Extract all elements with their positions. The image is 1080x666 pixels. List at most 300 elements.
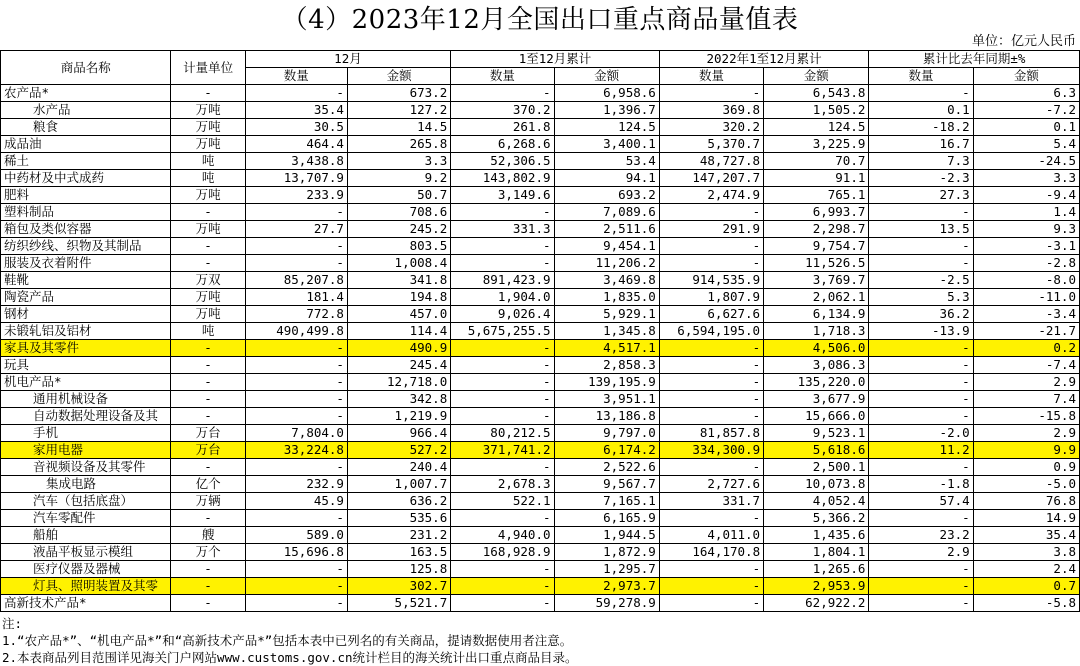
row-amount: -9.4 xyxy=(973,187,1079,204)
row-qty: - xyxy=(869,204,973,221)
row-amount: 265.8 xyxy=(347,136,450,153)
row-unit: - xyxy=(171,204,245,221)
row-qty: 11.2 xyxy=(869,442,973,459)
row-amount: 693.2 xyxy=(554,187,659,204)
row-qty: 13,707.9 xyxy=(245,170,347,187)
row-qty: 4,940.0 xyxy=(451,527,554,544)
header-group-dec: 12月 xyxy=(245,51,451,68)
row-qty: 164,170.8 xyxy=(659,544,763,561)
row-amount: -8.0 xyxy=(973,272,1079,289)
note-2: 2.本表商品列目范围详见海关门户网站www.customs.gov.cn统计栏目的海关统计出口重点商品目录。 xyxy=(2,650,578,665)
table-row xyxy=(1,425,1080,442)
row-amount: -3.4 xyxy=(973,306,1079,323)
row-qty: 331.7 xyxy=(659,493,763,510)
table-row xyxy=(1,204,1080,221)
row-qty: 370.2 xyxy=(451,102,554,119)
row-qty: - xyxy=(869,357,973,374)
row-amount: 3,677.9 xyxy=(764,391,869,408)
row-qty: - xyxy=(245,357,347,374)
row-amount: -5.0 xyxy=(973,476,1079,493)
row-amount: 341.8 xyxy=(347,272,450,289)
row-amount: 5,929.1 xyxy=(554,306,659,323)
row-amount: 11,526.5 xyxy=(764,255,869,272)
row-amount: -15.8 xyxy=(973,408,1079,425)
row-amount: 53.4 xyxy=(554,153,659,170)
footnotes xyxy=(2,615,578,666)
row-amount: 9,523.1 xyxy=(764,425,869,442)
row-name: 鞋靴 xyxy=(1,272,171,289)
row-unit: 万吨 xyxy=(171,221,245,238)
row-qty: - xyxy=(869,374,973,391)
row-qty: - xyxy=(869,340,973,357)
row-qty: 5,675,255.5 xyxy=(451,323,554,340)
row-unit: - xyxy=(171,391,245,408)
row-name: 箱包及类似容器 xyxy=(1,221,171,238)
row-amount: 114.4 xyxy=(347,323,450,340)
row-amount: 12,718.0 xyxy=(347,374,450,391)
row-qty: 334,300.9 xyxy=(659,442,763,459)
row-qty: -1.8 xyxy=(869,476,973,493)
row-qty: -2.3 xyxy=(869,170,973,187)
row-qty: - xyxy=(659,85,763,102)
table-row xyxy=(1,578,1080,595)
row-amount: 35.4 xyxy=(973,527,1079,544)
row-qty: 143,802.9 xyxy=(451,170,554,187)
row-qty: 0.1 xyxy=(869,102,973,119)
row-amount: -7.4 xyxy=(973,357,1079,374)
row-amount: 2,973.7 xyxy=(554,578,659,595)
row-amount: 1,007.7 xyxy=(347,476,450,493)
row-qty: - xyxy=(659,459,763,476)
row-name: 高新技术产品* xyxy=(1,595,171,612)
table-row xyxy=(1,561,1080,578)
row-name: 服装及衣着附件 xyxy=(1,255,171,272)
row-amount: 13,186.8 xyxy=(554,408,659,425)
row-amount: 5.4 xyxy=(973,136,1079,153)
header-qty: 数量 xyxy=(245,68,347,85)
row-name: 未锻轧铝及铝材 xyxy=(1,323,171,340)
row-unit: 吨 xyxy=(171,153,245,170)
row-amount: 9,797.0 xyxy=(554,425,659,442)
row-unit: 万台 xyxy=(171,425,245,442)
row-qty: 80,212.5 xyxy=(451,425,554,442)
table-body xyxy=(1,85,1080,612)
row-name: 家具及其零件 xyxy=(1,340,171,357)
row-amount: -5.8 xyxy=(973,595,1079,612)
row-qty: 48,727.8 xyxy=(659,153,763,170)
header-amt: 金额 xyxy=(764,68,869,85)
row-amount: 9,567.7 xyxy=(554,476,659,493)
row-amount: 1,265.6 xyxy=(764,561,869,578)
row-qty: 261.8 xyxy=(451,119,554,136)
table-row xyxy=(1,221,1080,238)
row-qty: 6,594,195.0 xyxy=(659,323,763,340)
row-amount: 5,618.6 xyxy=(764,442,869,459)
row-amount: 1,435.6 xyxy=(764,527,869,544)
row-qty: - xyxy=(245,391,347,408)
row-unit: - xyxy=(171,238,245,255)
row-name: 液晶平板显示模组 xyxy=(1,544,171,561)
row-qty: - xyxy=(245,561,347,578)
row-amount: 125.8 xyxy=(347,561,450,578)
row-amount: 91.1 xyxy=(764,170,869,187)
table-row xyxy=(1,408,1080,425)
row-amount: 14.9 xyxy=(973,510,1079,527)
row-qty: - xyxy=(869,255,973,272)
row-qty: 3,149.6 xyxy=(451,187,554,204)
table-row xyxy=(1,544,1080,561)
row-amount: 2,298.7 xyxy=(764,221,869,238)
row-amount: 2,522.6 xyxy=(554,459,659,476)
row-amount: 4,517.1 xyxy=(554,340,659,357)
row-qty: 181.4 xyxy=(245,289,347,306)
row-qty: - xyxy=(869,459,973,476)
row-name: 农产品* xyxy=(1,85,171,102)
row-name: 医疗仪器及器械 xyxy=(1,561,171,578)
row-name: 汽车（包括底盘） xyxy=(1,493,171,510)
header-group-change: 累计比去年同期±% xyxy=(869,51,1080,68)
row-qty: 6,627.6 xyxy=(659,306,763,323)
row-qty: - xyxy=(451,238,554,255)
header-qty: 数量 xyxy=(659,68,763,85)
row-name: 船舶 xyxy=(1,527,171,544)
row-qty: 33,224.8 xyxy=(245,442,347,459)
row-qty: 589.0 xyxy=(245,527,347,544)
row-qty: 16.7 xyxy=(869,136,973,153)
header-unit: 计量单位 xyxy=(171,51,245,85)
table-row xyxy=(1,255,1080,272)
row-name: 水产品 xyxy=(1,102,171,119)
row-amount: 2,953.9 xyxy=(764,578,869,595)
row-amount: 5,366.2 xyxy=(764,510,869,527)
row-amount: -11.0 xyxy=(973,289,1079,306)
unit-note: 单位：亿元人民币 xyxy=(971,34,1076,49)
row-qty: 15,696.8 xyxy=(245,544,347,561)
row-name: 自动数据处理设备及其 xyxy=(1,408,171,425)
row-amount: 527.2 xyxy=(347,442,450,459)
row-amount: 9.3 xyxy=(973,221,1079,238)
table-row xyxy=(1,510,1080,527)
row-qty: - xyxy=(245,238,347,255)
row-amount: 1.4 xyxy=(973,204,1079,221)
header-name: 商品名称 xyxy=(1,51,171,85)
row-amount: 765.1 xyxy=(764,187,869,204)
table-row xyxy=(1,289,1080,306)
row-amount: 3,769.7 xyxy=(764,272,869,289)
row-amount: -2.8 xyxy=(973,255,1079,272)
row-qty: - xyxy=(451,408,554,425)
table-row xyxy=(1,493,1080,510)
row-amount: 1,944.5 xyxy=(554,527,659,544)
row-qty: 914,535.9 xyxy=(659,272,763,289)
row-amount: 9,454.1 xyxy=(554,238,659,255)
row-qty: - xyxy=(659,238,763,255)
row-qty: 36.2 xyxy=(869,306,973,323)
table-row xyxy=(1,459,1080,476)
row-amount: 3,469.8 xyxy=(554,272,659,289)
row-qty: - xyxy=(869,238,973,255)
row-amount: 231.2 xyxy=(347,527,450,544)
row-qty: 232.9 xyxy=(245,476,347,493)
row-amount: 194.8 xyxy=(347,289,450,306)
row-amount: 1,219.9 xyxy=(347,408,450,425)
row-amount: 4,506.0 xyxy=(764,340,869,357)
row-qty: - xyxy=(659,374,763,391)
row-amount: 6,993.7 xyxy=(764,204,869,221)
row-amount: 7,165.1 xyxy=(554,493,659,510)
header-group-2022: 2022年1至12月累计 xyxy=(659,51,869,68)
row-qty: - xyxy=(869,578,973,595)
row-amount: 94.1 xyxy=(554,170,659,187)
row-amount: 6,958.6 xyxy=(554,85,659,102)
row-qty: - xyxy=(451,391,554,408)
row-amount: -3.1 xyxy=(973,238,1079,255)
row-amount: 127.2 xyxy=(347,102,450,119)
row-amount: 6,174.2 xyxy=(554,442,659,459)
row-amount: 14.5 xyxy=(347,119,450,136)
table-row xyxy=(1,85,1080,102)
row-amount: 1,872.9 xyxy=(554,544,659,561)
header-amt: 金额 xyxy=(973,68,1079,85)
row-qty: - xyxy=(869,561,973,578)
note-label: 注: xyxy=(2,616,23,631)
row-qty: - xyxy=(451,204,554,221)
row-unit: - xyxy=(171,85,245,102)
row-qty: - xyxy=(245,85,347,102)
table-row xyxy=(1,476,1080,493)
row-qty: - xyxy=(245,595,347,612)
table-row xyxy=(1,306,1080,323)
row-qty: - xyxy=(451,357,554,374)
row-amount: 7,089.6 xyxy=(554,204,659,221)
row-unit: - xyxy=(171,374,245,391)
row-amount: 2,858.3 xyxy=(554,357,659,374)
row-amount: 673.2 xyxy=(347,85,450,102)
row-qty: - xyxy=(451,340,554,357)
row-amount: 59,278.9 xyxy=(554,595,659,612)
row-qty: 331.3 xyxy=(451,221,554,238)
row-amount: 342.8 xyxy=(347,391,450,408)
row-qty: 291.9 xyxy=(659,221,763,238)
row-amount: 3,400.1 xyxy=(554,136,659,153)
row-qty: - xyxy=(451,85,554,102)
row-unit: 万辆 xyxy=(171,493,245,510)
row-qty: - xyxy=(245,255,347,272)
row-name: 稀土 xyxy=(1,153,171,170)
row-qty: - xyxy=(869,391,973,408)
row-name: 通用机械设备 xyxy=(1,391,171,408)
row-amount: 2,511.6 xyxy=(554,221,659,238)
row-unit: - xyxy=(171,357,245,374)
row-qty: - xyxy=(451,578,554,595)
row-amount: 3.3 xyxy=(973,170,1079,187)
row-name: 机电产品* xyxy=(1,374,171,391)
row-qty: 371,741.2 xyxy=(451,442,554,459)
row-qty: 52,306.5 xyxy=(451,153,554,170)
row-name: 灯具、照明装置及其零 xyxy=(1,578,171,595)
row-amount: 2,500.1 xyxy=(764,459,869,476)
row-qty: 464.4 xyxy=(245,136,347,153)
row-qty: - xyxy=(659,340,763,357)
row-amount: 636.2 xyxy=(347,493,450,510)
row-amount: 0.1 xyxy=(973,119,1079,136)
row-amount: 240.4 xyxy=(347,459,450,476)
header-group-ytd: 1至12月累计 xyxy=(451,51,660,68)
row-unit: 万吨 xyxy=(171,119,245,136)
row-name: 手机 xyxy=(1,425,171,442)
row-qty: 27.7 xyxy=(245,221,347,238)
row-qty: - xyxy=(245,340,347,357)
row-amount: -7.2 xyxy=(973,102,1079,119)
row-qty: 5.3 xyxy=(869,289,973,306)
row-amount: 3,225.9 xyxy=(764,136,869,153)
row-qty: - xyxy=(659,408,763,425)
row-unit: 万双 xyxy=(171,272,245,289)
row-unit: 万吨 xyxy=(171,187,245,204)
row-qty: - xyxy=(869,408,973,425)
row-qty: 4,011.0 xyxy=(659,527,763,544)
row-amount: 2.4 xyxy=(973,561,1079,578)
table-row xyxy=(1,595,1080,612)
row-amount: 535.6 xyxy=(347,510,450,527)
row-amount: 803.5 xyxy=(347,238,450,255)
row-name: 中药材及中式成药 xyxy=(1,170,171,187)
row-qty: 2.9 xyxy=(869,544,973,561)
row-amount: 6,165.9 xyxy=(554,510,659,527)
page-title: （4）2023年12月全国出口重点商品量值表 xyxy=(281,5,799,35)
row-amount: 1,345.8 xyxy=(554,323,659,340)
row-qty: 57.4 xyxy=(869,493,973,510)
row-amount: 1,835.0 xyxy=(554,289,659,306)
row-amount: 2.9 xyxy=(973,374,1079,391)
row-amount: 3,086.3 xyxy=(764,357,869,374)
row-unit: 万个 xyxy=(171,544,245,561)
row-unit: 万吨 xyxy=(171,289,245,306)
header-qty: 数量 xyxy=(451,68,554,85)
row-name: 汽车零配件 xyxy=(1,510,171,527)
row-unit: - xyxy=(171,578,245,595)
row-unit: - xyxy=(171,459,245,476)
row-qty: 13.5 xyxy=(869,221,973,238)
row-qty: 6,268.6 xyxy=(451,136,554,153)
row-amount: 0.9 xyxy=(973,459,1079,476)
table-row xyxy=(1,323,1080,340)
row-qty: - xyxy=(659,578,763,595)
row-amount: 6,543.8 xyxy=(764,85,869,102)
row-amount: 7.4 xyxy=(973,391,1079,408)
row-unit: 艘 xyxy=(171,527,245,544)
row-name: 玩具 xyxy=(1,357,171,374)
row-qty: 9,026.4 xyxy=(451,306,554,323)
row-amount: 50.7 xyxy=(347,187,450,204)
row-qty: 2,727.6 xyxy=(659,476,763,493)
row-qty: 147,207.7 xyxy=(659,170,763,187)
row-qty: 5,370.7 xyxy=(659,136,763,153)
row-name: 纺织纱线、织物及其制品 xyxy=(1,238,171,255)
table-row xyxy=(1,102,1080,119)
row-qty: 7,804.0 xyxy=(245,425,347,442)
row-amount: 6,134.9 xyxy=(764,306,869,323)
row-qty: - xyxy=(245,374,347,391)
row-amount: 1,718.3 xyxy=(764,323,869,340)
row-amount: 1,505.2 xyxy=(764,102,869,119)
row-name: 家用电器 xyxy=(1,442,171,459)
row-qty: - xyxy=(451,374,554,391)
row-qty: -18.2 xyxy=(869,119,973,136)
table-row xyxy=(1,136,1080,153)
table-row xyxy=(1,272,1080,289)
row-amount: 966.4 xyxy=(347,425,450,442)
row-qty: 233.9 xyxy=(245,187,347,204)
row-qty: 168,928.9 xyxy=(451,544,554,561)
row-qty: - xyxy=(869,85,973,102)
row-qty: - xyxy=(245,459,347,476)
row-qty: 320.2 xyxy=(659,119,763,136)
row-unit: - xyxy=(171,595,245,612)
row-qty: 891,423.9 xyxy=(451,272,554,289)
row-qty: - xyxy=(869,510,973,527)
row-name: 肥料 xyxy=(1,187,171,204)
table-row xyxy=(1,391,1080,408)
row-qty: 490,499.8 xyxy=(245,323,347,340)
row-qty: 369.8 xyxy=(659,102,763,119)
row-amount: 139,195.9 xyxy=(554,374,659,391)
row-amount: 5,521.7 xyxy=(347,595,450,612)
table-row xyxy=(1,187,1080,204)
row-name: 钢材 xyxy=(1,306,171,323)
row-amount: 76.8 xyxy=(973,493,1079,510)
export-table xyxy=(0,50,1080,612)
row-qty: 45.9 xyxy=(245,493,347,510)
row-qty: - xyxy=(659,255,763,272)
row-unit: 万吨 xyxy=(171,306,245,323)
row-qty: -2.0 xyxy=(869,425,973,442)
row-qty: 2,474.9 xyxy=(659,187,763,204)
table-row xyxy=(1,527,1080,544)
row-unit: 亿个 xyxy=(171,476,245,493)
row-qty: - xyxy=(245,510,347,527)
row-amount: 9.2 xyxy=(347,170,450,187)
row-qty: 30.5 xyxy=(245,119,347,136)
row-amount: 302.7 xyxy=(347,578,450,595)
row-unit: 万台 xyxy=(171,442,245,459)
header-qty: 数量 xyxy=(869,68,973,85)
row-amount: 1,396.7 xyxy=(554,102,659,119)
row-name: 陶瓷产品 xyxy=(1,289,171,306)
row-amount: 2,062.1 xyxy=(764,289,869,306)
row-unit: - xyxy=(171,255,245,272)
row-amount: -21.7 xyxy=(973,323,1079,340)
row-amount: 3,951.1 xyxy=(554,391,659,408)
row-qty: 1,807.9 xyxy=(659,289,763,306)
row-amount: 490.9 xyxy=(347,340,450,357)
row-amount: 62,922.2 xyxy=(764,595,869,612)
row-unit: 吨 xyxy=(171,170,245,187)
row-amount: 9.9 xyxy=(973,442,1079,459)
row-qty: - xyxy=(451,255,554,272)
row-name: 集成电路 xyxy=(1,476,171,493)
row-unit: 吨 xyxy=(171,323,245,340)
row-amount: 163.5 xyxy=(347,544,450,561)
row-qty: 23.2 xyxy=(869,527,973,544)
table-row xyxy=(1,238,1080,255)
row-amount: 1,295.7 xyxy=(554,561,659,578)
row-qty: - xyxy=(451,459,554,476)
header-amt: 金额 xyxy=(347,68,450,85)
row-amount: 15,666.0 xyxy=(764,408,869,425)
row-unit: - xyxy=(171,510,245,527)
table-row xyxy=(1,170,1080,187)
